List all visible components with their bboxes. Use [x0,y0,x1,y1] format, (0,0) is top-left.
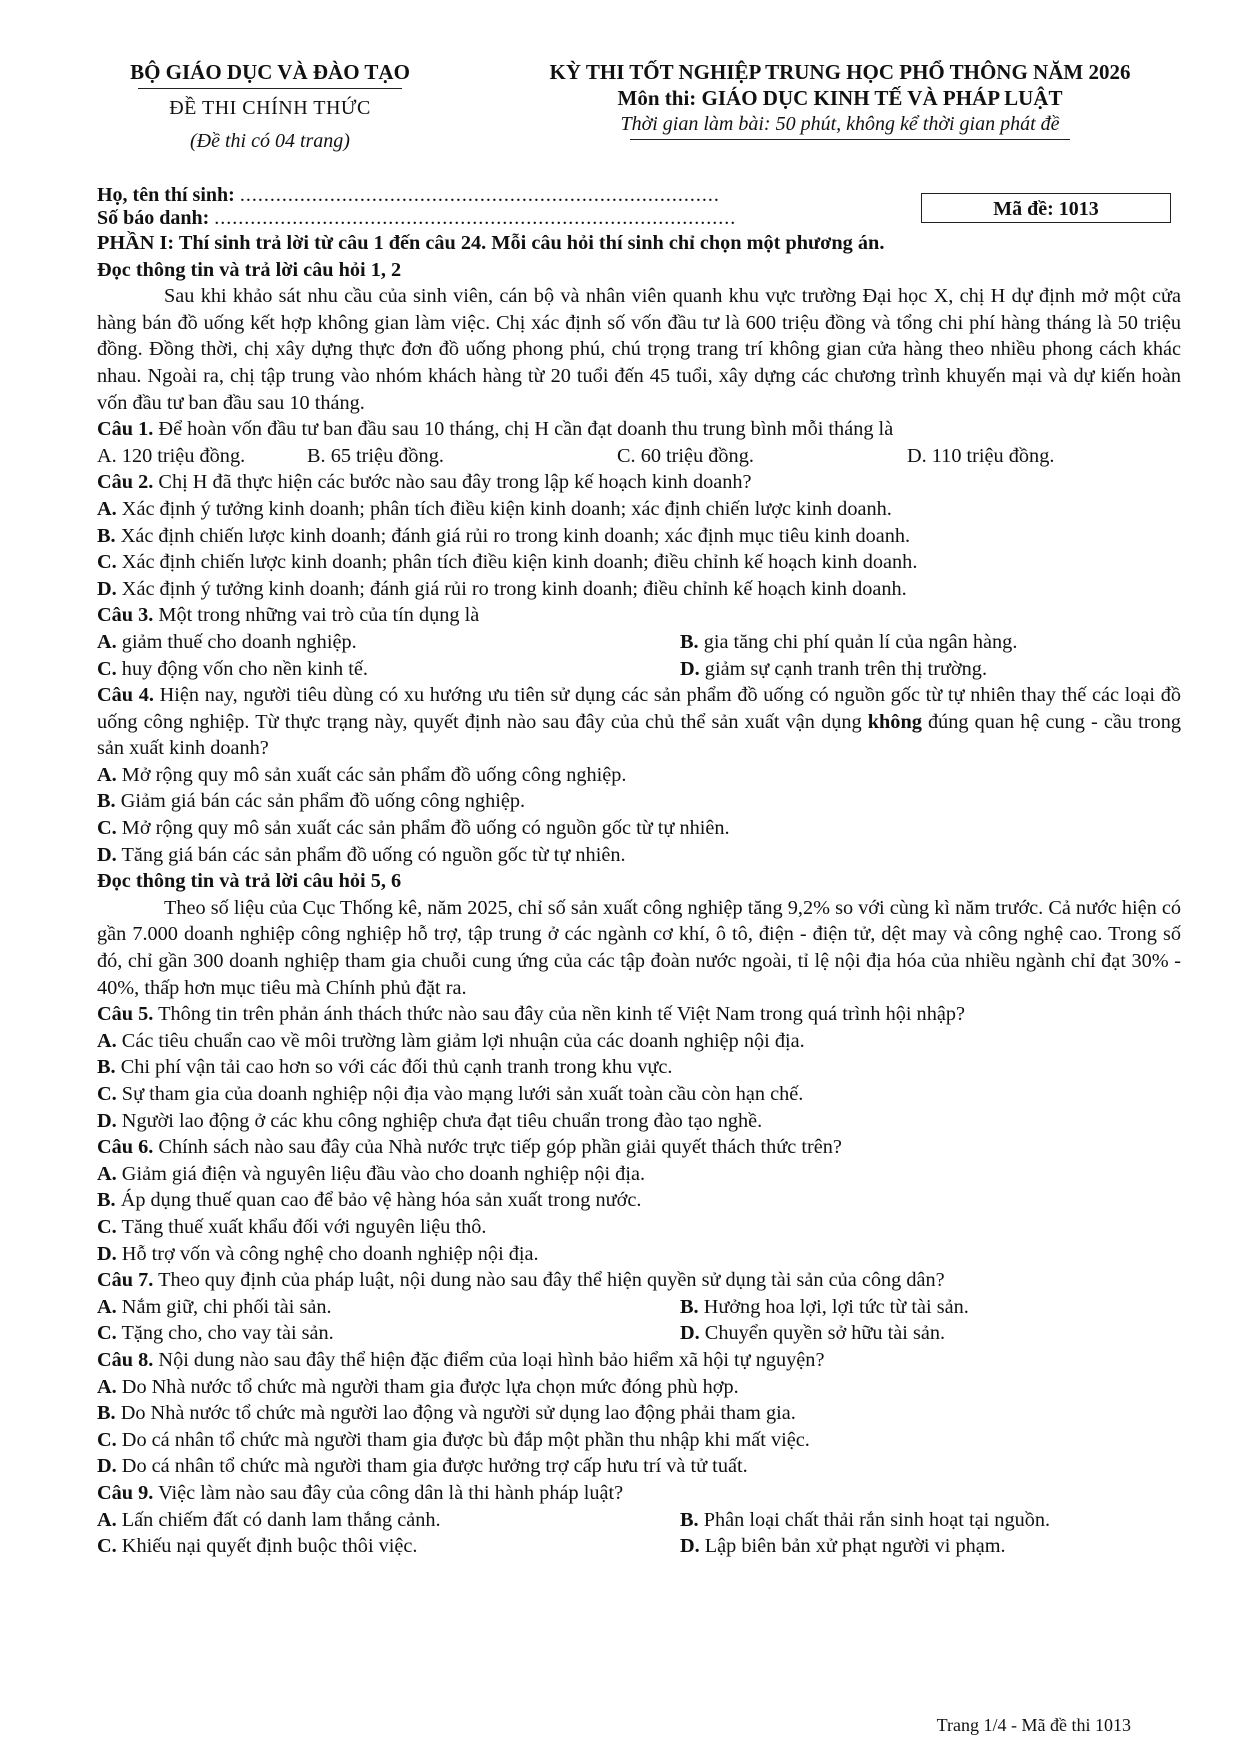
question-text: Theo quy định của pháp luật, nội dung nào sau đây thể hiện quyền sử dụng tài sản của công dân? [153,1269,945,1292]
option-b[interactable] [97,523,1181,550]
option-text: gia tăng chi phí quản lí của ngân hàng. [703,630,1018,653]
option-a[interactable] [97,629,680,656]
option-text: Hỗ trợ vốn và công nghệ cho doanh nghiệp nội địa. [121,1242,539,1265]
exam-time: Thời gian làm bài: 50 phút, không kể thời gian phát đề [620,113,1060,135]
question-1 [97,416,1181,443]
q3-options-row2 [97,656,1181,683]
header-left [120,60,420,153]
question-3 [97,602,1181,629]
option-b[interactable] [680,629,1017,656]
option-c[interactable] [97,656,680,683]
option-text: 110 triệu đồng. [931,444,1055,467]
option-text: Xác định chiến lược kinh doanh; đánh giá rủi ro trong kinh doanh; xác định mục tiêu kinh doanh. [120,524,911,547]
header-rule-right [630,139,1070,140]
option-letter: A. [97,1375,117,1398]
option-text: Áp dụng thuế quan cao để bảo vệ hàng hóa sản xuất trong nước. [120,1189,642,1212]
option-d[interactable] [97,842,1181,869]
option-c[interactable] [97,1533,680,1560]
option-b[interactable] [307,443,617,470]
option-letter: B. [680,1295,699,1318]
option-a[interactable] [97,443,307,470]
page-footer: Trang 1/4 - Mã đề thi 1013 [936,1715,1131,1735]
option-letter: B. [97,1402,116,1425]
page-count-note: (Đề thi có 04 trang) [190,130,350,152]
option-a[interactable] [97,496,1181,523]
option-c[interactable] [97,549,1181,576]
option-letter: C. [617,444,636,467]
official-exam-label: ĐỀ THI CHÍNH THỨC [169,97,371,119]
option-text: 65 triệu đồng. [330,444,444,467]
option-letter: D. [97,843,117,866]
option-letter: D. [97,1242,117,1265]
question-text: Để hoàn vốn đầu tư ban đầu sau 10 tháng, chị H cần đạt doanh thu trung bình mỗi tháng là [153,418,894,441]
question-8 [97,1347,1181,1374]
option-letter: A. [97,1029,117,1052]
header-rule-left [138,88,402,89]
option-text: Xác định ý tưởng kinh doanh; phân tích điều kiện kinh doanh; xác định chiến lược kinh doanh. [121,497,892,520]
read-instruction-1: Đọc thông tin và trả lời câu hỏi 1, 2 [97,258,402,281]
q7-options-row2 [97,1320,1181,1347]
option-text: Hưởng hoa lợi, lợi tức từ tài sản. [703,1295,969,1318]
option-letter: A. [97,1508,117,1531]
question-number: Câu 4. [97,684,154,707]
question-number: Câu 2. [97,471,154,494]
exam-code-box: Mã đề: 1013 [921,193,1171,223]
question-number: Câu 9. [97,1481,154,1504]
question-2 [97,469,1181,496]
question-emphasis: không [867,710,922,733]
option-a[interactable] [97,1028,1181,1055]
ministry-name: BỘ GIÁO DỤC VÀ ĐÀO TẠO [130,60,410,84]
name-field[interactable]: ................................................................................ [239,184,720,206]
option-letter: B. [97,524,116,547]
option-letter: C. [97,1215,117,1238]
option-letter: B. [97,1189,116,1212]
option-text: 120 triệu đồng. [121,444,246,467]
option-c[interactable] [97,1320,680,1347]
question-number: Câu 8. [97,1348,154,1371]
option-letter: B. [680,1508,699,1531]
option-text: Phân loại chất thải rắn sinh hoạt tại nguồn. [703,1508,1051,1531]
option-text: Tặng cho, cho vay tài sản. [121,1322,334,1345]
candidate-info [97,184,736,230]
option-b[interactable] [680,1294,969,1321]
option-letter: A. [97,1295,117,1318]
exam-content [97,230,1181,1560]
option-text: Chuyển quyền sở hữu tài sản. [704,1322,946,1345]
question-number: Câu 3. [97,604,154,627]
option-d[interactable] [907,443,1054,470]
option-b[interactable] [97,788,1181,815]
option-d[interactable] [680,1320,945,1347]
option-text: giảm sự cạnh tranh trên thị trường. [704,657,988,680]
option-text: Tăng giá bán các sản phẩm đồ uống có nguồn gốc từ tự nhiên. [121,843,626,866]
option-text: Giảm giá bán các sản phẩm đồ uống công nghiệp. [120,790,526,813]
option-letter: C. [97,657,117,680]
question-number: Câu 6. [97,1136,154,1159]
option-letter: C. [97,1322,117,1345]
option-c[interactable] [617,443,907,470]
part1-instruction: PHẦN I: Thí sinh trả lời từ câu 1 đến câu 24. Mỗi câu hỏi thí sinh chỉ chọn một phương án. [97,232,885,254]
option-text: Do cá nhân tổ chức mà người tham gia được bù đắp một phần thu nhập khi mất việc. [121,1428,810,1451]
q7-options-row1 [97,1294,1181,1321]
option-b[interactable] [97,1187,1181,1214]
question-text: Thông tin trên phản ánh thách thức nào sau đây của nền kinh tế Việt Nam trong quá trình hội nhập? [153,1003,965,1026]
option-text: Nắm giữ, chi phối tài sản. [121,1295,332,1318]
read-instruction-2: Đọc thông tin và trả lời câu hỏi 5, 6 [97,870,402,893]
question-text-end: đúng quan hệ cung - cầu trong sản xuất kinh doanh? [97,710,1181,760]
option-letter: A. [97,630,117,653]
question-7 [97,1267,1181,1294]
option-text: Tăng thuế xuất khẩu đối với nguyên liệu thô. [121,1215,487,1238]
option-letter: C. [97,1083,117,1105]
option-a[interactable] [97,762,1181,789]
question-number: Câu 7. [97,1269,154,1292]
option-a[interactable] [97,1374,1181,1401]
option-letter: C. [97,1535,117,1558]
option-b[interactable] [97,1054,1181,1081]
option-letter: B. [680,630,699,653]
option-d[interactable] [680,656,987,683]
question-text: Chính sách nào sau đây của Nhà nước trực tiếp góp phần giải quyết thách thức trên? [153,1136,842,1159]
option-letter: B. [97,1056,116,1079]
option-letter: D. [680,1535,700,1558]
option-c[interactable] [97,815,1181,842]
option-text: 60 triệu đồng. [640,444,754,467]
question-text: Hiện nay, người tiêu dùng có xu hướng ưu tiên sử dụng các sản phẩm đồ uống có nguồn gốc từ tự nhiên thay thế các loại đồ uống công nghiệp. Từ thực trạng này, quyết định nào sau đây của chủ thể sản xuất vận dụng [97,684,1181,733]
option-d[interactable] [680,1533,1006,1560]
option-letter: C. [97,1428,117,1451]
option-letter: D. [97,577,117,600]
option-letter: D. [97,1455,117,1478]
option-text: Lấn chiếm đất có danh lam thắng cảnh. [121,1508,441,1531]
question-number: Câu 5. [97,1003,154,1026]
name-label: Họ, tên thí sinh: [97,184,235,206]
option-text: Mở rộng quy mô sản xuất các sản phẩm đồ uống có nguồn gốc từ tự nhiên. [121,817,730,840]
q3-options-row1 [97,629,1181,656]
option-text: giảm thuế cho doanh nghiệp. [121,630,357,653]
question-4 [97,682,1181,762]
question-text: Việc làm nào sau đây của công dân là thi hành pháp luật? [153,1481,624,1504]
option-a[interactable] [97,1161,1181,1188]
question-text: Một trong những vai trò của tín dụng là [153,604,480,627]
option-text: Do Nhà nước tổ chức mà người tham gia được lựa chọn mức đóng phù hợp. [121,1375,739,1398]
option-c[interactable] [97,1427,1181,1454]
option-text: Xác định chiến lược kinh doanh; phân tích điều kiện kinh doanh; điều chỉnh kế hoạch kinh doanh. [121,551,918,574]
question-number: Câu 1. [97,418,154,441]
option-letter: A. [97,497,117,520]
question-text: Chị H đã thực hiện các bước nào sau đây trong lập kế hoạch kinh doanh? [153,471,752,494]
q9-options-row2 [97,1533,1181,1560]
option-a[interactable] [97,1507,680,1534]
question-9 [97,1480,1181,1507]
option-letter: D. [680,1322,700,1345]
option-text: Xác định ý tưởng kinh doanh; đánh giá rủi ro trong kinh doanh; điều chỉnh kế hoạch kinh doanh. [121,577,907,600]
option-b[interactable] [97,1400,1181,1427]
question-text: Nội dung nào sau đây thể hiện đặc điểm của loại hình bảo hiểm xã hội tự nguyện? [153,1348,825,1371]
option-letter: D. [907,444,927,467]
option-letter: C. [97,551,117,574]
id-label: Số báo danh: [97,207,210,229]
question-6 [97,1134,1181,1161]
q9-options-row1 [97,1507,1181,1534]
option-text: Chi phí vận tải cao hơn so với các đối thủ cạnh tranh trong khu vực. [120,1056,673,1079]
option-text: Các tiêu chuẩn cao về môi trường làm giảm lợi nhuận của các doanh nghiệp nội địa. [121,1029,805,1052]
option-text: Do cá nhân tổ chức mà người tham gia được hưởng trợ cấp hưu trí và tử tuất. [121,1455,748,1478]
passage-2: Theo số liệu của Cục Thống kê, năm 2025, chỉ số sản xuất công nghiệp tăng 9,2% so với cùng kì năm trước. Cả nước hiện có gần 7.000 doanh nghiệp công nghiệp hỗ trợ, tập trung ở các ngành cơ khí, ô tô, điện - điện tử, dệt may và công nghệ cao. Trong số đó, chỉ gần 300 doanh nghiệp tham gia chuỗi cung ứng của các tập đoàn nước ngoài, tỉ lệ nội địa hóa của nhiều ngành chỉ đạt 30% - 40%, thấp hơn mục tiêu mà Chính phủ đặt ra. [97,896,1181,999]
question-5 [97,1001,1181,1028]
option-letter: B. [307,444,326,467]
option-text: Mở rộng quy mô sản xuất các sản phẩm đồ uống công nghiệp. [121,763,627,786]
option-c[interactable] [97,1081,1181,1108]
option-a[interactable] [97,1294,680,1321]
option-letter: B. [97,790,116,813]
id-field[interactable]: ....................................................................................... [214,207,737,229]
option-letter: A. [97,444,117,467]
option-letter: C. [97,817,117,840]
header-right [520,60,1160,140]
option-text: Giảm giá điện và nguyên liệu đầu vào cho doanh nghiệp nội địa. [121,1162,646,1185]
option-text: Lập biên bản xử phạt người vi phạm. [704,1535,1006,1558]
option-c[interactable] [97,1214,1181,1241]
option-d[interactable] [97,1108,1181,1135]
option-text: huy động vốn cho nền kinh tế. [121,657,368,680]
option-letter: A. [97,1162,117,1185]
option-letter: A. [97,763,117,786]
q1-options [97,443,1181,470]
option-d[interactable] [97,1241,1181,1268]
option-text: Do Nhà nước tổ chức mà người lao động và người sử dụng lao động phải tham gia. [120,1402,796,1425]
exam-subject: Môn thi: GIÁO DỤC KINH TẾ VÀ PHÁP LUẬT [617,86,1063,110]
option-d[interactable] [97,576,1181,603]
option-b[interactable] [680,1507,1050,1534]
option-d[interactable] [97,1453,1181,1480]
option-text: Người lao động ở các khu công nghiệp chưa đạt tiêu chuẩn trong đào tạo nghề. [121,1109,763,1132]
exam-title: KỲ THI TỐT NGHIỆP TRUNG HỌC PHỔ THÔNG NĂM 2026 [549,60,1131,84]
option-text: Sự tham gia của doanh nghiệp nội địa vào mạng lưới sản xuất toàn cầu còn hạn chế. [121,1083,804,1105]
passage-1: Sau khi khảo sát nhu cầu của sinh viên, cán bộ và nhân viên quanh khu vực trường Đại học X, chị H dự định mở một cửa hàng bán đồ uống kết hợp không gian làm việc. Chị xác định số vốn đầu tư là 600 triệu đồng và tổng chi phí hàng tháng là 50 triệu đồng. Đồng thời, chị xây dựng thực đơn đồ uống phong phú, chú trọng trang trí không gian cửa hàng theo nhiều phong cách khác nhau. Ngoài ra, chị tập trung vào nhóm khách hàng từ 20 tuổi đến 45 tuổi, xây dựng các chương trình khuyến mại và dự kiến hoàn vốn đầu tư ban đầu sau 10 tháng. [97,285,1181,414]
option-letter: D. [680,657,700,680]
option-text: Khiếu nại quyết định buộc thôi việc. [121,1535,418,1558]
option-letter: D. [97,1109,117,1132]
